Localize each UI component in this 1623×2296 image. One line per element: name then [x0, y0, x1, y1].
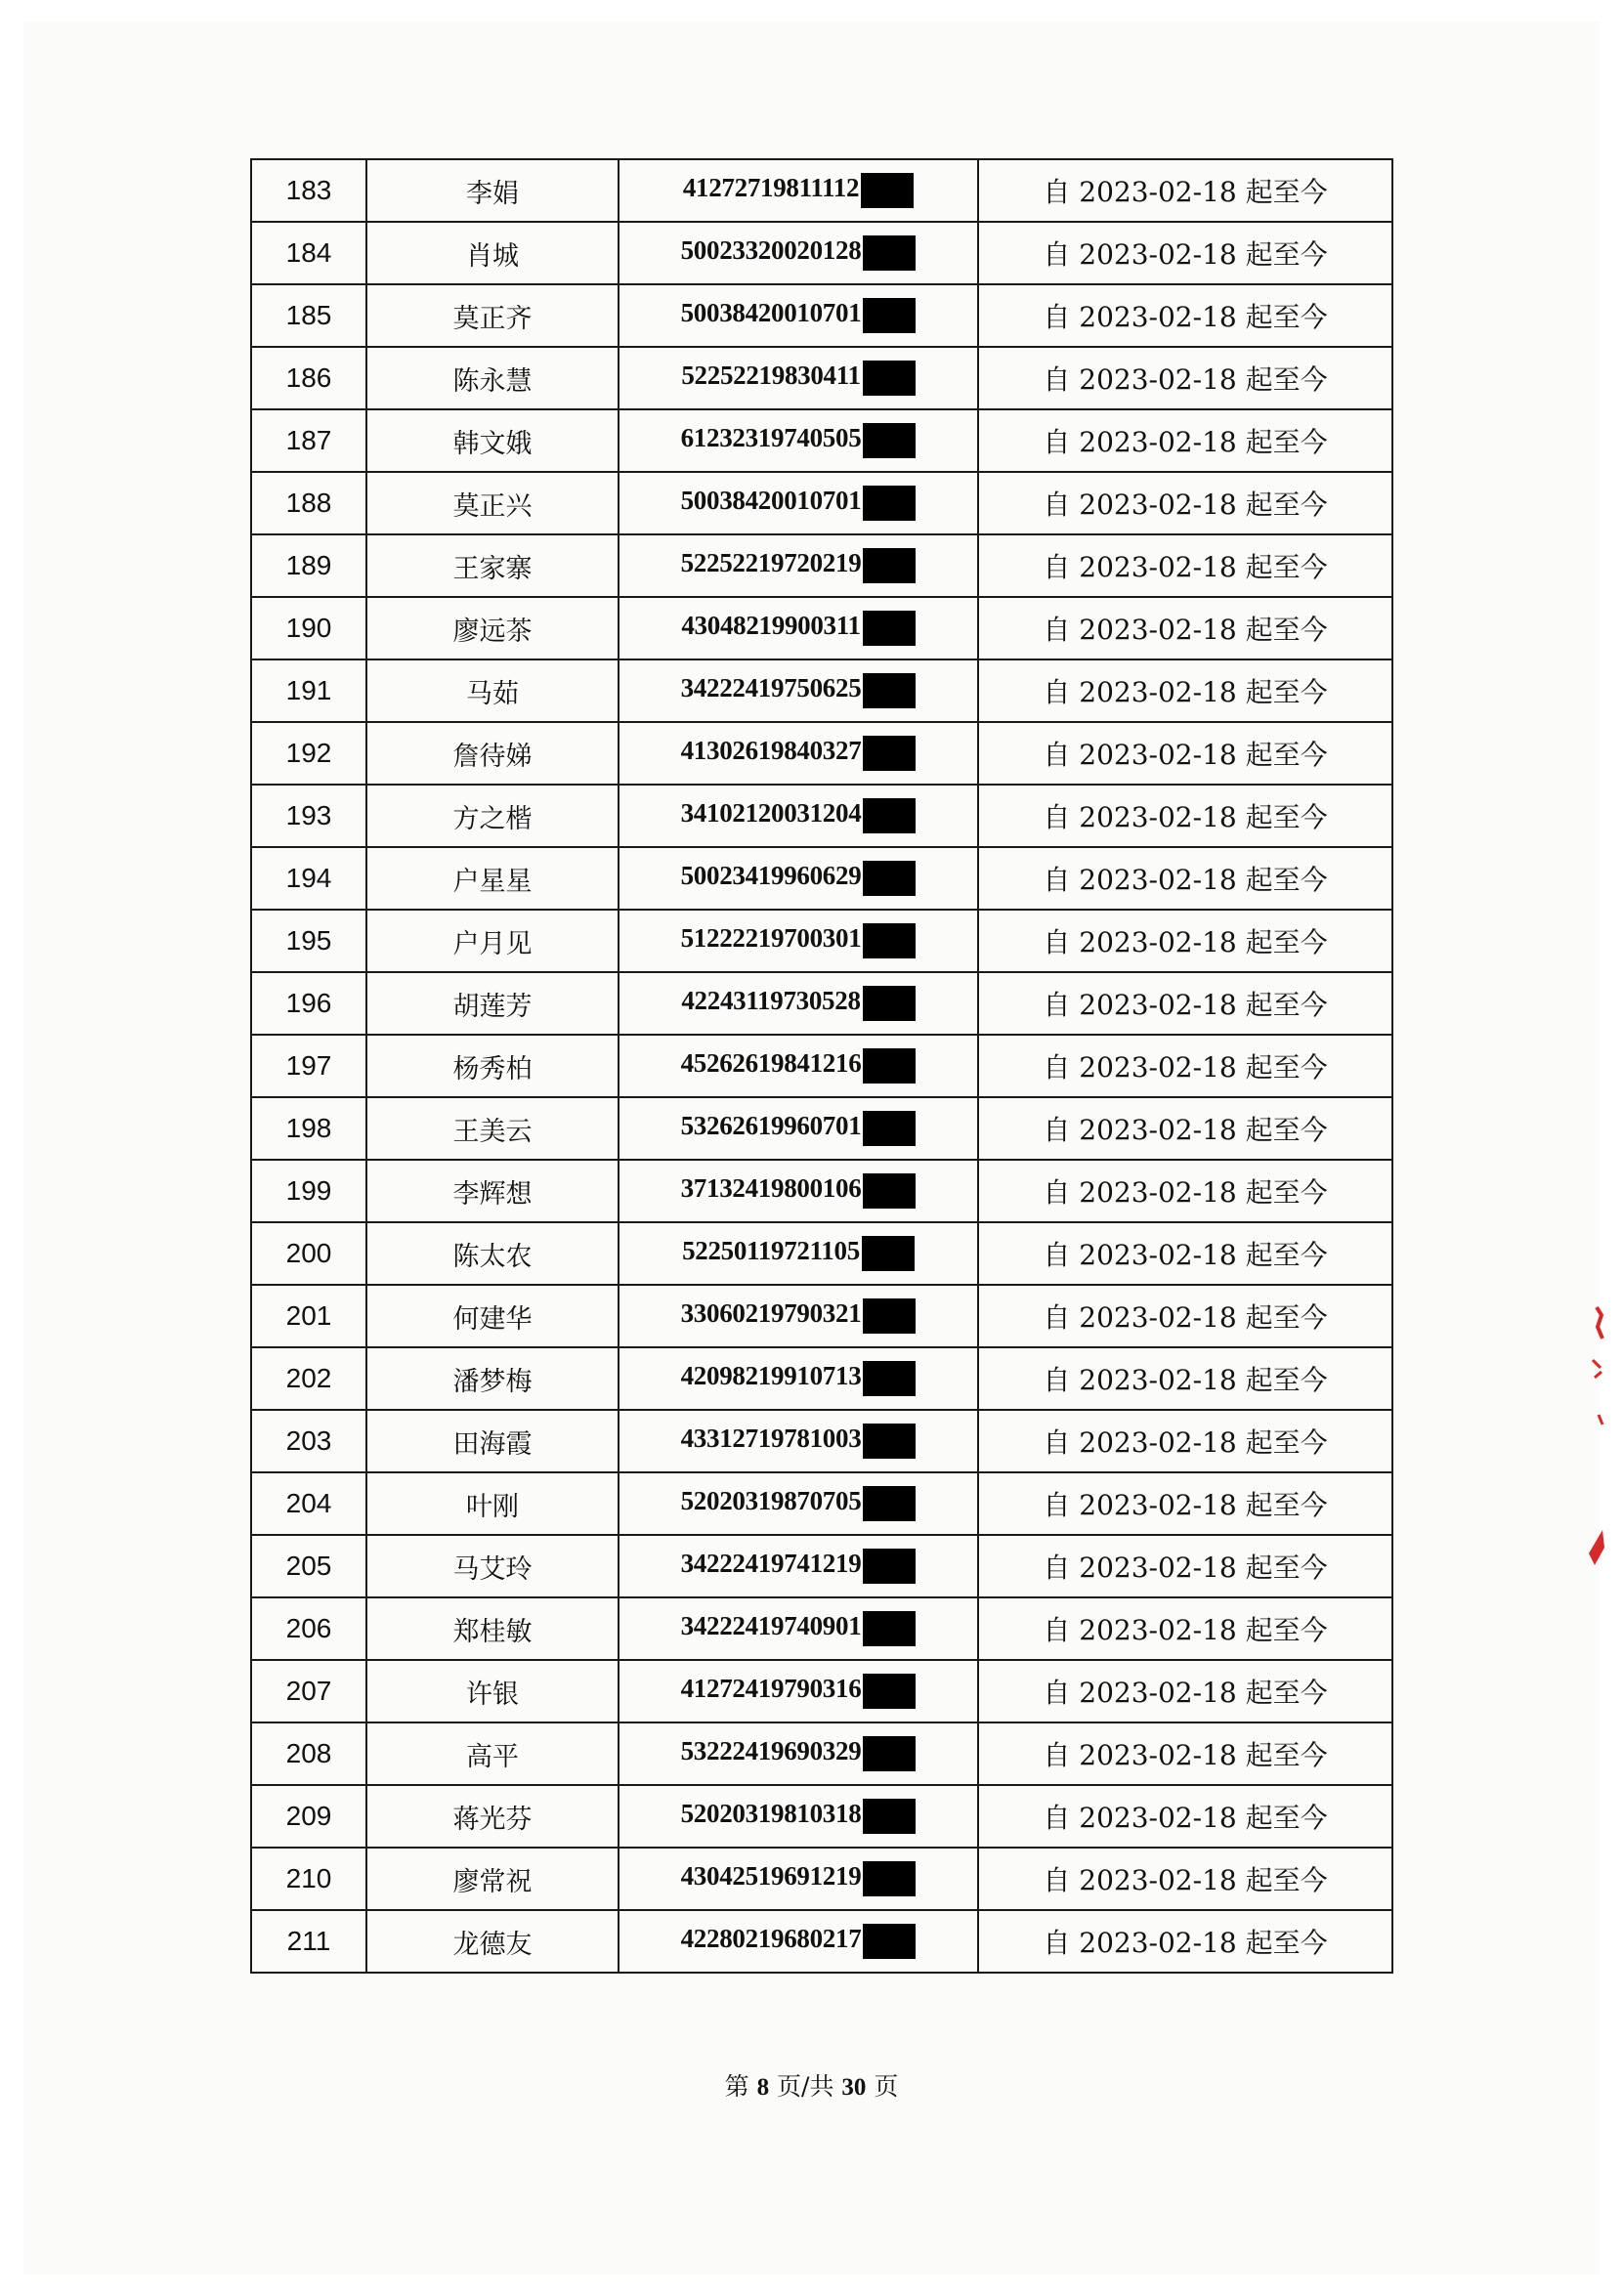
row-number-cell: 193: [251, 785, 366, 847]
table-row: [251, 222, 1392, 284]
name-cell: 潘梦梅: [366, 1347, 619, 1410]
row-number-cell: 185: [251, 284, 366, 347]
id-number-prefix: 41272419790316: [680, 1674, 862, 1704]
table-row: [251, 159, 1392, 222]
id-number-prefix: 45262619841216: [680, 1048, 862, 1079]
term-cell: 自 2023-02-18 起至今: [978, 222, 1392, 284]
id-number-cell: [619, 1410, 978, 1472]
id-number-cell: [619, 472, 978, 534]
table-row: [251, 785, 1392, 847]
id-number-prefix: 61232319740505: [680, 423, 862, 453]
id-number-cell: [619, 534, 978, 597]
redaction-block: [863, 986, 916, 1021]
id-number-cell: [619, 1097, 978, 1160]
row-number-cell: 202: [251, 1347, 366, 1410]
redaction-block: [863, 1361, 916, 1396]
id-number-prefix: 52020319810318: [680, 1799, 862, 1829]
id-number-prefix: 52252219720219: [680, 548, 862, 578]
id-number-cell: [619, 1722, 978, 1785]
row-number-cell: 183: [251, 159, 366, 222]
row-number-cell: 203: [251, 1410, 366, 1472]
term-cell: 自 2023-02-18 起至今: [978, 1035, 1392, 1097]
name-cell: 何建华: [366, 1285, 619, 1347]
id-number-prefix: 43042519691219: [680, 1861, 862, 1892]
term-cell: 自 2023-02-18 起至今: [978, 159, 1392, 222]
id-number-cell: [619, 1848, 978, 1910]
id-number-prefix: 52250119721105: [682, 1236, 860, 1266]
id-number-cell: [619, 597, 978, 659]
term-cell: 自 2023-02-18 起至今: [978, 1660, 1392, 1722]
table-row: [251, 847, 1392, 910]
redaction-block: [863, 361, 916, 396]
table-row: [251, 284, 1392, 347]
name-cell: 马茹: [366, 659, 619, 722]
row-number-cell: 210: [251, 1848, 366, 1910]
row-number-cell: 196: [251, 972, 366, 1035]
redaction-block: [863, 673, 916, 708]
name-cell: 郑桂敏: [366, 1597, 619, 1660]
id-number-prefix: 34222419740901: [680, 1611, 862, 1641]
id-number-cell: [619, 972, 978, 1035]
redaction-block: [863, 1549, 916, 1584]
term-cell: 自 2023-02-18 起至今: [978, 1160, 1392, 1222]
term-cell: 自 2023-02-18 起至今: [978, 347, 1392, 409]
footer-total-pages: 30: [841, 2074, 867, 2101]
redaction-block: [863, 1799, 916, 1834]
table-row: [251, 910, 1392, 972]
id-number-cell: [619, 1660, 978, 1722]
table-row: [251, 1410, 1392, 1472]
name-cell: 龙德友: [366, 1910, 619, 1973]
name-cell: 户星星: [366, 847, 619, 910]
row-number-cell: 211: [251, 1910, 366, 1973]
table-row: [251, 1597, 1392, 1660]
redaction-block: [863, 1924, 916, 1959]
term-cell: 自 2023-02-18 起至今: [978, 1285, 1392, 1347]
redaction-block: [863, 1674, 916, 1709]
id-number-cell: [619, 159, 978, 222]
footer-page-number: 8: [756, 2074, 770, 2101]
table-row: [251, 722, 1392, 785]
table-row: [251, 472, 1392, 534]
id-number-cell: [619, 722, 978, 785]
id-number-prefix: 41272719811112: [682, 173, 860, 203]
row-number-cell: 197: [251, 1035, 366, 1097]
name-cell: 王家寨: [366, 534, 619, 597]
table-row: [251, 1472, 1392, 1535]
roster-table: [250, 158, 1393, 1974]
table-row: [251, 597, 1392, 659]
row-number-cell: 194: [251, 847, 366, 910]
footer-middle: 页/共: [777, 2072, 834, 2101]
id-number-cell: [619, 1535, 978, 1597]
seal-stamp-fragment: [1585, 1299, 1606, 1583]
name-cell: 叶刚: [366, 1472, 619, 1535]
id-number-prefix: 43312719781003: [680, 1424, 862, 1454]
row-number-cell: 204: [251, 1472, 366, 1535]
term-cell: 自 2023-02-18 起至今: [978, 1722, 1392, 1785]
redaction-block: [863, 1611, 916, 1646]
id-number-prefix: 33060219790321: [680, 1298, 862, 1329]
roster-table-body: [251, 159, 1392, 1973]
id-number-cell: [619, 1285, 978, 1347]
term-cell: 自 2023-02-18 起至今: [978, 284, 1392, 347]
row-number-cell: 205: [251, 1535, 366, 1597]
row-number-cell: 198: [251, 1097, 366, 1160]
row-number-cell: 195: [251, 910, 366, 972]
name-cell: 方之楷: [366, 785, 619, 847]
row-number-cell: 184: [251, 222, 366, 284]
term-cell: 自 2023-02-18 起至今: [978, 1785, 1392, 1848]
row-number-cell: 209: [251, 1785, 366, 1848]
id-number-prefix: 37132419800106: [680, 1173, 862, 1204]
id-number-prefix: 50038420010701: [680, 486, 862, 516]
term-cell: 自 2023-02-18 起至今: [978, 1097, 1392, 1160]
redaction-block: [863, 1048, 916, 1084]
term-cell: 自 2023-02-18 起至今: [978, 1910, 1392, 1973]
term-cell: 自 2023-02-18 起至今: [978, 597, 1392, 659]
id-number-prefix: 34222419750625: [680, 673, 862, 703]
redaction-block: [863, 1486, 916, 1521]
term-cell: 自 2023-02-18 起至今: [978, 1597, 1392, 1660]
id-number-cell: [619, 1472, 978, 1535]
name-cell: 高平: [366, 1722, 619, 1785]
id-number-prefix: 41302619840327: [680, 736, 862, 766]
row-number-cell: 200: [251, 1222, 366, 1285]
name-cell: 马艾玲: [366, 1535, 619, 1597]
term-cell: 自 2023-02-18 起至今: [978, 847, 1392, 910]
row-number-cell: 192: [251, 722, 366, 785]
id-number-prefix: 34102120031204: [680, 798, 862, 829]
term-cell: 自 2023-02-18 起至今: [978, 722, 1392, 785]
id-number-cell: [619, 1597, 978, 1660]
name-cell: 杨秀柏: [366, 1035, 619, 1097]
term-cell: 自 2023-02-18 起至今: [978, 1410, 1392, 1472]
term-cell: 自 2023-02-18 起至今: [978, 1222, 1392, 1285]
name-cell: 肖城: [366, 222, 619, 284]
table-row: [251, 1160, 1392, 1222]
id-number-prefix: 34222419741219: [680, 1549, 862, 1579]
row-number-cell: 208: [251, 1722, 366, 1785]
name-cell: 莫正齐: [366, 284, 619, 347]
redaction-block: [863, 1861, 916, 1896]
name-cell: 田海霞: [366, 1410, 619, 1472]
id-number-prefix: 50023320020128: [680, 235, 862, 266]
footer-prefix: 第: [724, 2072, 749, 2101]
table-row: [251, 534, 1392, 597]
table-row: [251, 1535, 1392, 1597]
table-row: [251, 1285, 1392, 1347]
row-number-cell: 188: [251, 472, 366, 534]
table-row: [251, 409, 1392, 472]
id-number-cell: [619, 1785, 978, 1848]
table-row: [251, 1347, 1392, 1410]
row-number-cell: 207: [251, 1660, 366, 1722]
id-number-cell: [619, 222, 978, 284]
redaction-block: [863, 1298, 916, 1334]
id-number-prefix: 42243119730528: [681, 986, 861, 1016]
name-cell: 许银: [366, 1660, 619, 1722]
redaction-block: [863, 423, 916, 458]
name-cell: 韩文娥: [366, 409, 619, 472]
redaction-block: [863, 861, 916, 896]
id-number-cell: [619, 659, 978, 722]
redaction-block: [863, 923, 916, 958]
name-cell: 廖常祝: [366, 1848, 619, 1910]
row-number-cell: 206: [251, 1597, 366, 1660]
name-cell: 廖远茶: [366, 597, 619, 659]
id-number-prefix: 42098219910713: [680, 1361, 862, 1391]
table-row: [251, 347, 1392, 409]
name-cell: 蒋光芬: [366, 1785, 619, 1848]
id-number-prefix: 43048219900311: [681, 611, 861, 641]
row-number-cell: 199: [251, 1160, 366, 1222]
redaction-block: [863, 486, 916, 521]
row-number-cell: 189: [251, 534, 366, 597]
term-cell: 自 2023-02-18 起至今: [978, 785, 1392, 847]
table-row: [251, 1785, 1392, 1848]
term-cell: 自 2023-02-18 起至今: [978, 910, 1392, 972]
redaction-block: [863, 798, 916, 833]
redaction-block: [863, 1736, 916, 1771]
table-row: [251, 1848, 1392, 1910]
table-row: [251, 1222, 1392, 1285]
redaction-block: [862, 1236, 915, 1271]
redaction-block: [863, 548, 916, 583]
term-cell: 自 2023-02-18 起至今: [978, 1535, 1392, 1597]
id-number-prefix: 52020319870705: [680, 1486, 862, 1516]
id-number-cell: [619, 409, 978, 472]
id-number-cell: [619, 1347, 978, 1410]
id-number-prefix: 51222219700301: [680, 923, 862, 954]
term-cell: 自 2023-02-18 起至今: [978, 1347, 1392, 1410]
id-number-cell: [619, 284, 978, 347]
id-number-cell: [619, 1160, 978, 1222]
footer-suffix: 页: [874, 2072, 899, 2101]
id-number-prefix: 42280219680217: [680, 1924, 862, 1954]
id-number-prefix: 50023419960629: [680, 861, 862, 891]
id-number-prefix: 53262619960701: [680, 1111, 862, 1141]
id-number-cell: [619, 785, 978, 847]
name-cell: 陈永慧: [366, 347, 619, 409]
table-row: [251, 1660, 1392, 1722]
row-number-cell: 190: [251, 597, 366, 659]
page-footer: [0, 2067, 1623, 2103]
name-cell: 胡莲芳: [366, 972, 619, 1035]
name-cell: 陈太农: [366, 1222, 619, 1285]
name-cell: 王美云: [366, 1097, 619, 1160]
table-row: [251, 659, 1392, 722]
id-number-prefix: 52252219830411: [681, 361, 861, 391]
id-number-cell: [619, 1222, 978, 1285]
row-number-cell: 191: [251, 659, 366, 722]
redaction-block: [863, 1173, 916, 1209]
term-cell: 自 2023-02-18 起至今: [978, 409, 1392, 472]
id-number-cell: [619, 847, 978, 910]
term-cell: 自 2023-02-18 起至今: [978, 972, 1392, 1035]
name-cell: 李辉想: [366, 1160, 619, 1222]
redaction-block: [863, 611, 916, 646]
term-cell: 自 2023-02-18 起至今: [978, 472, 1392, 534]
redaction-block: [863, 736, 916, 771]
term-cell: 自 2023-02-18 起至今: [978, 1472, 1392, 1535]
table-row: [251, 1722, 1392, 1785]
redaction-block: [863, 235, 916, 271]
name-cell: 户月见: [366, 910, 619, 972]
id-number-cell: [619, 1035, 978, 1097]
id-number-prefix: 50038420010701: [680, 298, 862, 328]
redaction-block: [863, 1424, 916, 1459]
row-number-cell: 201: [251, 1285, 366, 1347]
id-number-cell: [619, 347, 978, 409]
name-cell: 李娟: [366, 159, 619, 222]
table-row: [251, 972, 1392, 1035]
term-cell: 自 2023-02-18 起至今: [978, 1848, 1392, 1910]
table-row: [251, 1097, 1392, 1160]
name-cell: 詹待娣: [366, 722, 619, 785]
row-number-cell: 186: [251, 347, 366, 409]
row-number-cell: 187: [251, 409, 366, 472]
table-row: [251, 1910, 1392, 1973]
redaction-block: [861, 173, 914, 208]
id-number-cell: [619, 910, 978, 972]
name-cell: 莫正兴: [366, 472, 619, 534]
term-cell: 自 2023-02-18 起至今: [978, 659, 1392, 722]
redaction-block: [863, 298, 916, 333]
id-number-cell: [619, 1910, 978, 1973]
table-row: [251, 1035, 1392, 1097]
id-number-prefix: 53222419690329: [680, 1736, 862, 1766]
redaction-block: [863, 1111, 916, 1146]
term-cell: 自 2023-02-18 起至今: [978, 534, 1392, 597]
